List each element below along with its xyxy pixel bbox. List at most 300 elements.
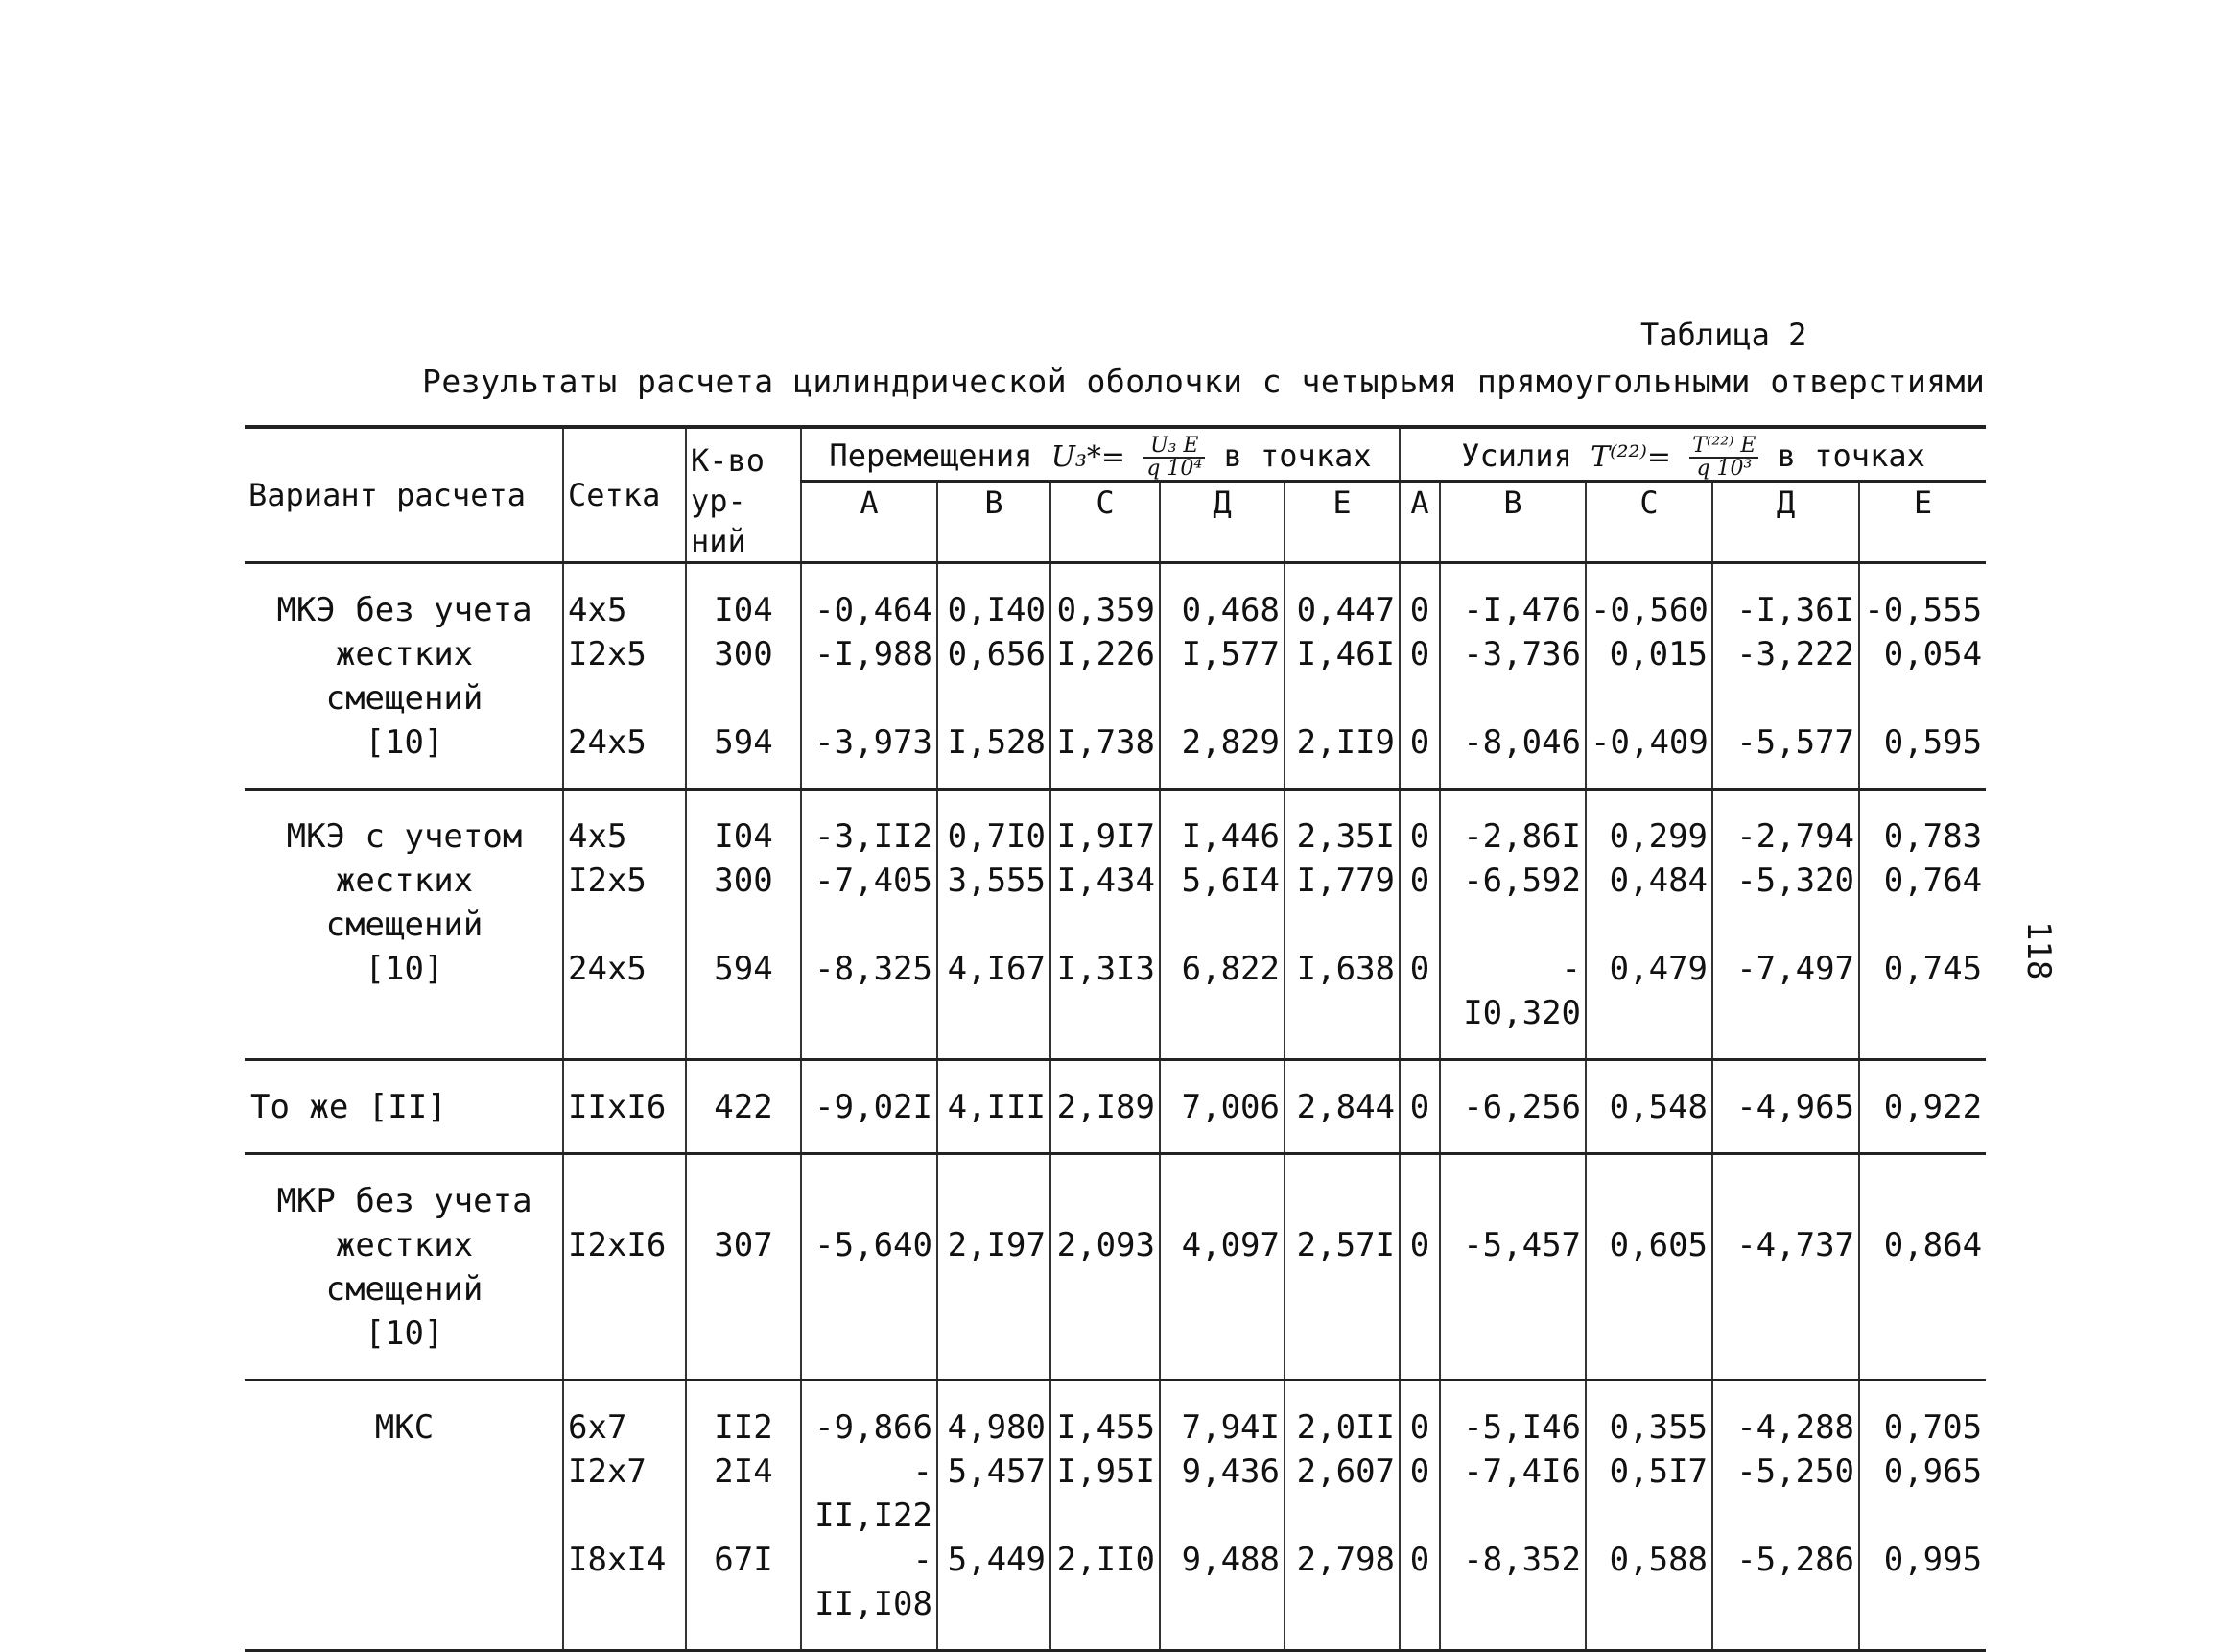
variant-line	[245, 1450, 563, 1538]
spacer-cell	[1440, 1626, 1586, 1651]
spacer-cell	[937, 790, 1050, 814]
force-cell	[1440, 1179, 1586, 1223]
spacer-cell	[937, 765, 1050, 790]
disp-cell: 0,I40	[937, 588, 1050, 632]
spacer-cell	[1586, 1154, 1712, 1179]
header-forces-num: T⁽²²⁾ E	[1689, 436, 1758, 459]
force-cell	[1712, 1311, 1859, 1356]
force-cell	[1712, 1179, 1859, 1223]
spacer-cell	[1586, 765, 1712, 790]
count-cell	[686, 1179, 801, 1223]
disp-cell: 2,0II	[1285, 1405, 1400, 1450]
spacer-cell	[245, 765, 563, 790]
force-cell: 0	[1400, 588, 1440, 632]
force-cell: 0	[1400, 1085, 1440, 1129]
force-cell: -5,320	[1712, 859, 1859, 947]
spacer-cell	[686, 1154, 801, 1179]
spacer-cell	[563, 1381, 686, 1405]
spacer-cell	[1160, 563, 1285, 588]
header-forces-fraction	[1689, 433, 1758, 481]
disp-cell: 2,844	[1285, 1085, 1400, 1129]
force-cell: 0,995	[1859, 1538, 1986, 1626]
variant-line: МКР без учета	[276, 1181, 532, 1220]
spacer-cell	[686, 1626, 801, 1651]
disp-cell: 4,980	[937, 1405, 1050, 1450]
grid-cell: I2x7	[563, 1450, 686, 1538]
spacer-cell	[1859, 765, 1986, 790]
grid-cell: I2x5	[563, 859, 686, 947]
spacer-cell	[1712, 765, 1859, 790]
force-cell: 0	[1400, 1223, 1440, 1311]
disp-cell	[1160, 1179, 1285, 1223]
header-displacements-suffix: в точках	[1223, 437, 1372, 474]
disp-cell: I,738	[1050, 720, 1160, 765]
spacer-cell	[801, 790, 937, 814]
spacer-cell	[1160, 1154, 1285, 1179]
variant-line: жестких смещений	[325, 634, 483, 718]
disp-cell: 2,I97	[937, 1223, 1050, 1311]
table-row	[245, 1179, 1986, 1223]
spacer-cell	[1440, 1154, 1586, 1179]
grid-cell	[563, 1311, 686, 1356]
force-cell: 0,054	[1859, 632, 1986, 720]
disp-cell: -3,II2	[801, 814, 937, 859]
header-forces	[1400, 427, 1986, 481]
force-cell: -2,86I	[1440, 814, 1586, 859]
spacer-cell	[686, 790, 801, 814]
spacer-cell	[563, 1154, 686, 1179]
spacer-cell	[1586, 1060, 1712, 1085]
spacer-cell	[1859, 1035, 1986, 1060]
disp-cell	[801, 1311, 937, 1356]
disp-cell: 5,6I4	[1160, 859, 1285, 947]
variant-line: МКС	[374, 1407, 435, 1447]
grid-cell: I2x5	[563, 632, 686, 720]
spacer-cell	[801, 1035, 937, 1060]
disp-cell: 2,57I	[1285, 1223, 1400, 1311]
spacer-cell	[1160, 1060, 1285, 1085]
force-cell: -8,046	[1440, 720, 1586, 765]
spacer-cell	[1586, 1626, 1712, 1651]
force-cell: 0,705	[1859, 1405, 1986, 1450]
header-displacements-prefix: Перемещения	[829, 437, 1033, 474]
table-row	[245, 1223, 1986, 1311]
results-table	[245, 425, 1986, 1652]
spacer-cell	[1440, 563, 1586, 588]
spacer-cell	[1400, 563, 1440, 588]
force-cell: 0,595	[1859, 720, 1986, 765]
disp-cell: I,3I3	[1050, 947, 1160, 1035]
spacer-cell	[1285, 563, 1400, 588]
force-cell: 0,965	[1859, 1450, 1986, 1538]
disp-cell: 2,II0	[1050, 1538, 1160, 1626]
force-cell: -5,250	[1712, 1450, 1859, 1538]
spacer-cell	[1285, 1381, 1400, 1405]
grid-cell: 24x5	[563, 720, 686, 765]
disp-cell: 5,457	[937, 1450, 1050, 1538]
spacer-cell	[1400, 1381, 1440, 1405]
spacer-cell	[563, 1060, 686, 1085]
force-cell: 0,783	[1859, 814, 1986, 859]
variant-line: [10]	[365, 722, 444, 762]
count-cell: 422	[686, 1085, 801, 1129]
force-cell: 0,5I7	[1586, 1450, 1712, 1538]
spacer-cell	[1160, 790, 1285, 814]
count-cell: I04	[686, 588, 801, 632]
spacer-cell	[686, 1381, 801, 1405]
table-row	[245, 588, 1986, 632]
spacer-cell	[1400, 1035, 1440, 1060]
count-cell: 67I	[686, 1538, 801, 1626]
spacer-cell	[1400, 765, 1440, 790]
spacer-cell	[1160, 1035, 1285, 1060]
spacer-cell	[937, 1626, 1050, 1651]
force-cell: 0	[1400, 720, 1440, 765]
disp-cell: 9,488	[1160, 1538, 1285, 1626]
spacer-cell	[1859, 1381, 1986, 1405]
disp-cell: 5,449	[937, 1538, 1050, 1626]
force-cell: -6,256	[1440, 1085, 1586, 1129]
grid-cell: I2xI6	[563, 1223, 686, 1311]
force-cell: -2,794	[1712, 814, 1859, 859]
force-cell: -6,592	[1440, 859, 1586, 947]
force-cell: 0,355	[1586, 1405, 1712, 1450]
force-cell	[1400, 1179, 1440, 1223]
spacer-cell	[1586, 1356, 1712, 1381]
count-cell: 307	[686, 1223, 801, 1311]
spacer-cell	[1586, 1035, 1712, 1060]
force-cell: -5,457	[1440, 1223, 1586, 1311]
disp-cell: -I,988	[801, 632, 937, 720]
variant-line: жестких смещений	[325, 861, 483, 944]
disp-cell: 2,35I	[1285, 814, 1400, 859]
force-cell	[1859, 1311, 1986, 1356]
header-displacements	[801, 427, 1400, 481]
spacer-cell	[1050, 1154, 1160, 1179]
spacer-cell	[563, 563, 686, 588]
spacer-cell	[1160, 1626, 1285, 1651]
spacer-cell	[563, 1626, 686, 1651]
spacer-cell	[1440, 1035, 1586, 1060]
force-cell: 0,299	[1586, 814, 1712, 859]
spacer-cell	[1050, 1035, 1160, 1060]
spacer-cell	[1586, 1129, 1712, 1154]
variant-line: [10]	[365, 1313, 444, 1353]
grid-cell: I8xI4	[563, 1538, 686, 1626]
count-cell: 300	[686, 859, 801, 947]
table-label: Таблица 2	[1640, 317, 1807, 353]
disp-cell	[1050, 1179, 1160, 1223]
table-row	[245, 1450, 1986, 1538]
force-cell: 0	[1400, 859, 1440, 947]
spacer-cell	[801, 765, 937, 790]
spacer-cell	[1859, 1356, 1986, 1381]
disp-cell: I,9I7	[1050, 814, 1160, 859]
force-cell: 0	[1400, 632, 1440, 720]
spacer-cell	[1586, 1381, 1712, 1405]
spacer-cell	[1440, 790, 1586, 814]
table-row	[245, 632, 1986, 720]
spacer-cell	[1050, 765, 1160, 790]
disp-cell: 2,607	[1285, 1450, 1400, 1538]
spacer-cell	[686, 1129, 801, 1154]
header-displacements-symbol: U₃*=	[1050, 439, 1126, 474]
spacer-cell	[1440, 1060, 1586, 1085]
spacer-cell	[1712, 1129, 1859, 1154]
disp-cell: 0,656	[937, 632, 1050, 720]
spacer-cell	[686, 1060, 801, 1085]
header-disp-point-2: В	[937, 481, 1050, 563]
spacer-cell	[1285, 1129, 1400, 1154]
variant-line: МКЭ с учетом	[286, 816, 523, 856]
disp-cell: 4,097	[1160, 1223, 1285, 1311]
spacer-cell	[686, 1356, 801, 1381]
disp-cell: 3,555	[937, 859, 1050, 947]
disp-cell: I,95I	[1050, 1450, 1160, 1538]
spacer-cell	[937, 1060, 1050, 1085]
disp-cell: 0,359	[1050, 588, 1160, 632]
disp-cell	[1285, 1311, 1400, 1356]
force-cell: 0,588	[1586, 1538, 1712, 1626]
force-cell: -7,4I6	[1440, 1450, 1586, 1538]
spacer-cell	[1712, 790, 1859, 814]
force-cell: 0,745	[1859, 947, 1986, 1035]
force-cell: -0,409	[1586, 720, 1712, 765]
spacer-cell	[1050, 1626, 1160, 1651]
spacer-cell	[1285, 1154, 1400, 1179]
disp-cell: I,577	[1160, 632, 1285, 720]
disp-cell	[801, 1179, 937, 1223]
grid-cell: 4x5	[563, 588, 686, 632]
spacer-cell	[1285, 790, 1400, 814]
variant-line: жестких смещений	[325, 1225, 483, 1309]
spacer-cell	[245, 1626, 563, 1651]
grid-cell: 6x7	[563, 1405, 686, 1450]
spacer-cell	[245, 1060, 563, 1085]
force-cell: 0,605	[1586, 1223, 1712, 1311]
header-force-point-3: С	[1586, 481, 1712, 563]
force-cell: -0,560	[1586, 588, 1712, 632]
disp-cell: 2,I89	[1050, 1085, 1160, 1129]
disp-cell: I,446	[1160, 814, 1285, 859]
disp-cell: 0,447	[1285, 588, 1400, 632]
table-row	[245, 947, 1986, 1035]
force-cell	[1586, 1311, 1712, 1356]
table-row	[245, 859, 1986, 947]
disp-cell: I,638	[1285, 947, 1400, 1035]
force-cell: -I,476	[1440, 588, 1586, 632]
count-cell: I04	[686, 814, 801, 859]
variant-line	[245, 1538, 563, 1626]
count-cell: II2	[686, 1405, 801, 1450]
force-cell: -5,I46	[1440, 1405, 1586, 1450]
spacer-cell	[1440, 765, 1586, 790]
force-cell: -5,286	[1712, 1538, 1859, 1626]
header-grid: Сетка	[563, 427, 686, 563]
spacer-cell	[1050, 1356, 1160, 1381]
variant-line: МКЭ без учета	[276, 590, 532, 629]
disp-cell	[1050, 1311, 1160, 1356]
header-forces-suffix: в точках	[1777, 437, 1925, 474]
disp-cell: 2,798	[1285, 1538, 1400, 1626]
spacer-cell	[1400, 1356, 1440, 1381]
header-count-line1: К-во	[686, 427, 801, 481]
spacer-cell	[1400, 1626, 1440, 1651]
disp-cell: 4,I67	[937, 947, 1050, 1035]
spacer-cell	[1586, 790, 1712, 814]
spacer-cell	[1712, 563, 1859, 588]
grid-cell: IIxI6	[563, 1085, 686, 1129]
spacer-cell	[245, 790, 563, 814]
header-disp-point-5: Е	[1285, 481, 1400, 563]
spacer-cell	[937, 1381, 1050, 1405]
spacer-cell	[686, 765, 801, 790]
force-cell: 0	[1400, 1538, 1440, 1626]
disp-cell: -7,405	[801, 859, 937, 947]
disp-cell: I,434	[1050, 859, 1160, 947]
disp-cell: 2,093	[1050, 1223, 1160, 1311]
table-row	[245, 814, 1986, 859]
spacer-cell	[1712, 1154, 1859, 1179]
disp-cell: I,455	[1050, 1405, 1160, 1450]
count-cell	[686, 1311, 801, 1356]
spacer-cell	[937, 1356, 1050, 1381]
count-cell: 2I4	[686, 1450, 801, 1538]
grid-cell	[563, 1179, 686, 1223]
disp-cell: -3,973	[801, 720, 937, 765]
disp-cell: -II,I08	[801, 1538, 937, 1626]
header-variant: Вариант расчета	[245, 427, 563, 563]
grid-cell: 4x5	[563, 814, 686, 859]
spacer-cell	[1285, 1356, 1400, 1381]
disp-cell	[1285, 1179, 1400, 1223]
force-cell: -8,352	[1440, 1538, 1586, 1626]
disp-cell: -0,464	[801, 588, 937, 632]
disp-cell: 4,III	[937, 1085, 1050, 1129]
header-displacements-fraction	[1143, 433, 1205, 481]
force-cell: -3,222	[1712, 632, 1859, 720]
header-force-point-2: В	[1440, 481, 1586, 563]
spacer-cell	[1285, 765, 1400, 790]
disp-cell: -5,640	[801, 1223, 937, 1311]
force-cell: 0,864	[1859, 1223, 1986, 1311]
spacer-cell	[686, 563, 801, 588]
spacer-cell	[937, 563, 1050, 588]
spacer-cell	[1050, 1381, 1160, 1405]
spacer-cell	[1712, 1626, 1859, 1651]
disp-cell: 7,006	[1160, 1085, 1285, 1129]
spacer-cell	[1859, 1154, 1986, 1179]
table-row	[245, 720, 1986, 765]
spacer-cell	[245, 1035, 563, 1060]
spacer-cell	[801, 1381, 937, 1405]
spacer-cell	[563, 1035, 686, 1060]
grid-cell: 24x5	[563, 947, 686, 1035]
table-row	[245, 1538, 1986, 1626]
spacer-cell	[563, 1129, 686, 1154]
variant-line: [10]	[365, 949, 444, 988]
spacer-cell	[1160, 1129, 1285, 1154]
header-disp-point-4: Д	[1160, 481, 1285, 563]
spacer-cell	[563, 765, 686, 790]
spacer-cell	[1712, 1060, 1859, 1085]
table-row	[245, 1085, 1986, 1129]
spacer-cell	[1712, 1381, 1859, 1405]
spacer-cell	[1712, 1035, 1859, 1060]
header-displacements-den: q 10⁴	[1146, 456, 1203, 481]
force-cell: 0,484	[1586, 859, 1712, 947]
spacer-cell	[1859, 1060, 1986, 1085]
header-count-line2: ур-ний	[686, 481, 801, 563]
force-cell: -4,288	[1712, 1405, 1859, 1450]
table-row	[245, 1405, 1986, 1450]
spacer-cell	[1586, 563, 1712, 588]
disp-cell: -9,866	[801, 1405, 937, 1450]
force-cell: 0	[1400, 1405, 1440, 1450]
spacer-cell	[1859, 563, 1986, 588]
force-cell	[1440, 1311, 1586, 1356]
force-cell: -I,36I	[1712, 588, 1859, 632]
spacer-cell	[1400, 1060, 1440, 1085]
force-cell: 0,548	[1586, 1085, 1712, 1129]
disp-cell: 7,94I	[1160, 1405, 1285, 1450]
spacer-cell	[686, 1035, 801, 1060]
force-cell: -5,577	[1712, 720, 1859, 765]
force-cell: -4,737	[1712, 1223, 1859, 1311]
disp-cell: I,528	[937, 720, 1050, 765]
disp-cell: -II,I22	[801, 1450, 937, 1538]
spacer-cell	[1440, 1356, 1586, 1381]
header-forces-den: q 10³	[1696, 456, 1753, 481]
header-force-point-5: Е	[1859, 481, 1986, 563]
force-cell: -I0,320	[1440, 947, 1586, 1035]
spacer-cell	[245, 563, 563, 588]
spacer-cell	[801, 1154, 937, 1179]
header-force-point-1: А	[1400, 481, 1440, 563]
force-cell	[1400, 1311, 1440, 1356]
spacer-cell	[1050, 1060, 1160, 1085]
spacer-cell	[1400, 1129, 1440, 1154]
disp-cell	[937, 1179, 1050, 1223]
disp-cell: 6,822	[1160, 947, 1285, 1035]
spacer-cell	[1285, 1060, 1400, 1085]
spacer-cell	[937, 1035, 1050, 1060]
count-cell: 594	[686, 947, 801, 1035]
table-row	[245, 1311, 1986, 1356]
disp-cell: 0,7I0	[937, 814, 1050, 859]
spacer-cell	[1160, 1381, 1285, 1405]
force-cell: 0,015	[1586, 632, 1712, 720]
spacer-cell	[801, 1626, 937, 1651]
disp-cell: I,779	[1285, 859, 1400, 947]
header-displacements-num: U₃ E	[1143, 436, 1205, 459]
force-cell: -3,736	[1440, 632, 1586, 720]
force-cell: 0,479	[1586, 947, 1712, 1035]
spacer-cell	[801, 1356, 937, 1381]
disp-cell: 2,II9	[1285, 720, 1400, 765]
force-cell: 0	[1400, 814, 1440, 859]
variant-line: То же [II]	[250, 1087, 447, 1126]
table-title: Результаты расчета цилиндрической оболочки с четырьмя прямоугольными отверстиями	[422, 363, 1986, 400]
disp-cell: -9,02I	[801, 1085, 937, 1129]
spacer-cell	[937, 1129, 1050, 1154]
disp-cell	[1160, 1311, 1285, 1356]
force-cell: 0,922	[1859, 1085, 1986, 1129]
spacer-cell	[1050, 1129, 1160, 1154]
spacer-cell	[1285, 1035, 1400, 1060]
disp-cell: 2,829	[1160, 720, 1285, 765]
spacer-cell	[1160, 765, 1285, 790]
